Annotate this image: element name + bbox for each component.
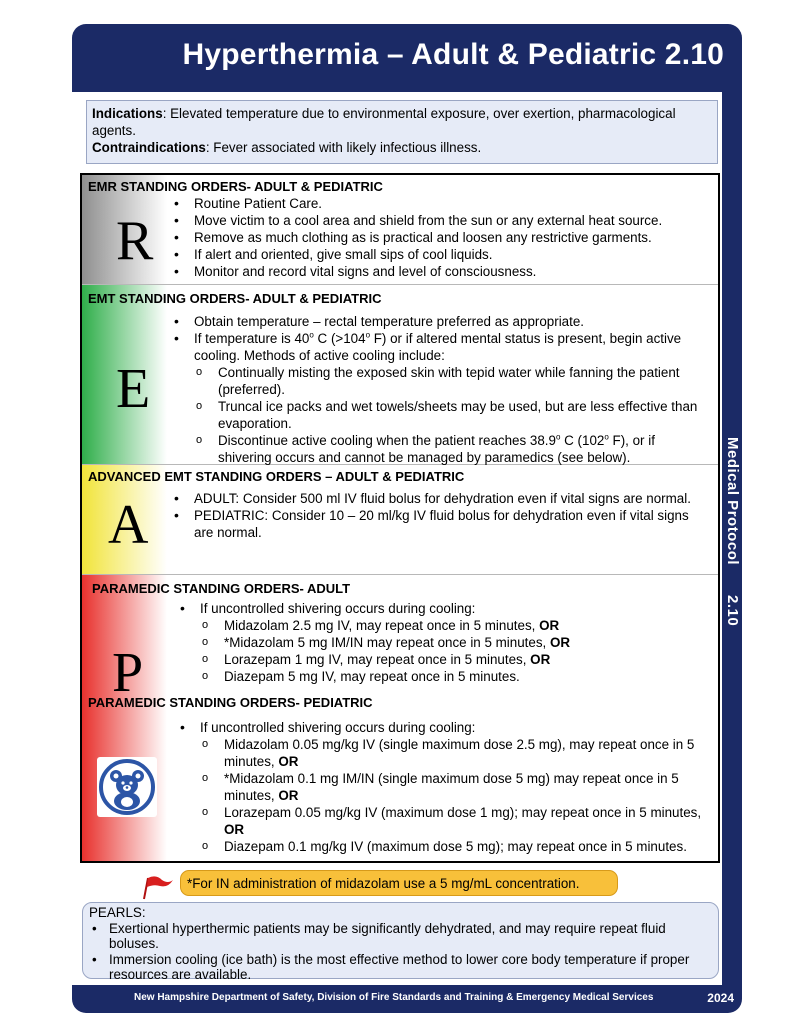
footer-text: New Hampshire Department of Safety, Division of Fire Standards and Training & Emergency Medical Services [134, 992, 654, 1003]
section-divider [82, 284, 718, 285]
list-item: • Routine Patient Care. [168, 195, 708, 212]
list-item: o Discontinue active cooling when the patient reaches 38.9$^o$ C (102$^o$ F), or if shivering occurs and cannot be managed by paramedics (see below). [194, 432, 708, 466]
list-item: o Midazolam 2.5 mg IV, may repeat once in 5 minutes, OR [200, 617, 708, 634]
indications-label: Indications [92, 106, 163, 121]
footer-bar [72, 985, 742, 1013]
aemt-section-title: ADVANCED EMT STANDING ORDERS – ADULT & PEDIATRIC [88, 469, 465, 484]
paramedic-adult-orders [174, 600, 708, 685]
pearls-panel [82, 902, 719, 982]
list-item: o *Midazolam 5 mg IM/IN may repeat once in 5 minutes, OR [200, 634, 708, 651]
teddy-bear-icon [97, 757, 157, 817]
red-flag-icon [142, 874, 174, 900]
list-item: • Exertional hyperthermic patients may be significantly dehydrated, and may require repeat fluid boluses. [89, 921, 712, 952]
pearls-list [89, 921, 712, 983]
emt-orders [168, 313, 708, 466]
list-item: o Diazepam 5 mg IV, may repeat once in 5 minutes. [200, 668, 708, 685]
paramedic-color-band [82, 575, 167, 861]
paramedic-letter: P [112, 642, 144, 704]
side-label-number: 2.10 [724, 595, 741, 627]
list-item: • ADULT: Consider 500 ml IV fluid bolus for dehydration even if vital signs are normal. [168, 490, 708, 507]
aemt-letter: A [108, 494, 149, 556]
list-item: • If alert and oriented, give small sips of cool liquids. [168, 246, 708, 263]
contraindications-label: Contraindications [92, 140, 206, 155]
list-item: o Continually misting the exposed skin with tepid water while fanning the patient (preferred). [194, 364, 708, 398]
list-item: • Remove as much clothing as is practical and loosen any restrictive garments. [168, 229, 708, 246]
list-item: • PEDIATRIC: Consider 10 – 20 ml/kg IV fluid bolus for dehydration even if vital signs are normal. [168, 507, 708, 541]
footer-year: 2024 [707, 991, 734, 1005]
aemt-orders [168, 490, 708, 541]
side-label [723, 437, 741, 647]
list-item: o Midazolam 0.05 mg/kg IV (single maximum dose 2.5 mg), may repeat once in 5 minutes, OR [200, 736, 718, 770]
emt-letter: E [116, 358, 151, 420]
emr-letter: R [116, 210, 154, 272]
paramedic-peds-meds [200, 736, 718, 855]
list-item: • Immersion cooling (ice bath) is the most effective method to lower core body temperature if proper resources are available. [89, 952, 712, 983]
indications-text: : Elevated temperature due to environmental exposure, over exertion, pharmacological agents. [92, 106, 676, 138]
emr-section-title: EMR STANDING ORDERS- ADULT & PEDIATRIC [88, 179, 383, 194]
side-label-text: Medical Protocol [724, 437, 741, 566]
emt-cooling-methods [194, 364, 708, 466]
list-item: o Truncal ice packs and wet towels/sheets may be used, but are less effective than evaporation. [194, 398, 708, 432]
list-item: o Lorazepam 1 mg IV, may repeat once in 5 minutes, OR [200, 651, 708, 668]
section-divider [82, 574, 718, 575]
protocol-box [80, 173, 720, 863]
header-bar [72, 24, 742, 92]
indications-panel [86, 100, 718, 164]
list-item: o *Midazolam 0.1 mg IM/IN (single maximum dose 5 mg) may repeat once in 5 minutes, OR [200, 770, 718, 804]
paramedic-adult-meds [200, 617, 708, 685]
paramedic-peds-orders [174, 719, 718, 855]
list-item: o Lorazepam 0.05 mg/kg IV (maximum dose 1 mg); may repeat once in 5 minutes, OR [200, 804, 718, 838]
paramedic-adult-title: PARAMEDIC STANDING ORDERS- ADULT [92, 581, 351, 596]
list-item: • If uncontrolled shivering occurs during cooling: o Midazolam 2.5 mg IV, may repeat once in 5 minutes, OR o *Midazolam 5 mg IM/IN may repeat once in 5 minutes, OR o Lorazepam 1 mg IV, may repeat once in 5 minutes, OR o Diazepam 5 mg IV, may repeat once in 5 minutes. [174, 600, 708, 685]
paramedic-peds-title: PARAMEDIC STANDING ORDERS- PEDIATRIC [88, 695, 373, 710]
pearls-title: PEARLS: [89, 905, 146, 920]
contraindications-text: : Fever associated with likely infectious illness. [205, 140, 482, 155]
list-item: • If uncontrolled shivering occurs during cooling: o Midazolam 0.05 mg/kg IV (single maximum dose 2.5 mg), may repeat once in 5 minutes, OR o *Midazolam 0.1 mg IM/IN (single maximum dose 5 mg) may repeat once in 5 minutes, OR o Lorazepam 0.05 mg/kg IV (maximum dose 1 mg); may repeat once in 5 minutes, OR o Diazepam 0.1 mg/kg IV (maximum dose 5 mg); may repeat once in 5 minutes. [174, 719, 718, 855]
list-item: • If temperature is 40$^o$ C ($>104^o$ F) or if altered mental status is present, begin active cooling. Methods of active cooling include: o Continually misting the exposed skin with tepid water while fanning the patient (preferred). o Truncal ice packs and wet towels/sheets may be used, but are less effective than evaporation. o Discontinue active cooling when the patient reaches 38.9$^o$ C (102$^o$ F), or if shivering occurs and cannot be managed by paramedics (see below). [168, 330, 708, 466]
list-item: • Obtain temperature – rectal temperature preferred as appropriate. [168, 313, 708, 330]
list-item: • Move victim to a cool area and shield from the sun or any external heat source. [168, 212, 708, 229]
emt-section-title: EMT STANDING ORDERS- ADULT & PEDIATRIC [88, 291, 382, 306]
midazolam-note: *For IN administration of midazolam use a 5 mg/mL concentration. [180, 870, 618, 896]
list-item: o Diazepam 0.1 mg/kg IV (maximum dose 5 mg); may repeat once in 5 minutes. [200, 838, 718, 855]
emr-orders [168, 195, 708, 280]
list-item: • Monitor and record vital signs and level of consciousness. [168, 263, 708, 280]
page-title: Hyperthermia – Adult & Pediatric 2.10 [182, 38, 724, 71]
